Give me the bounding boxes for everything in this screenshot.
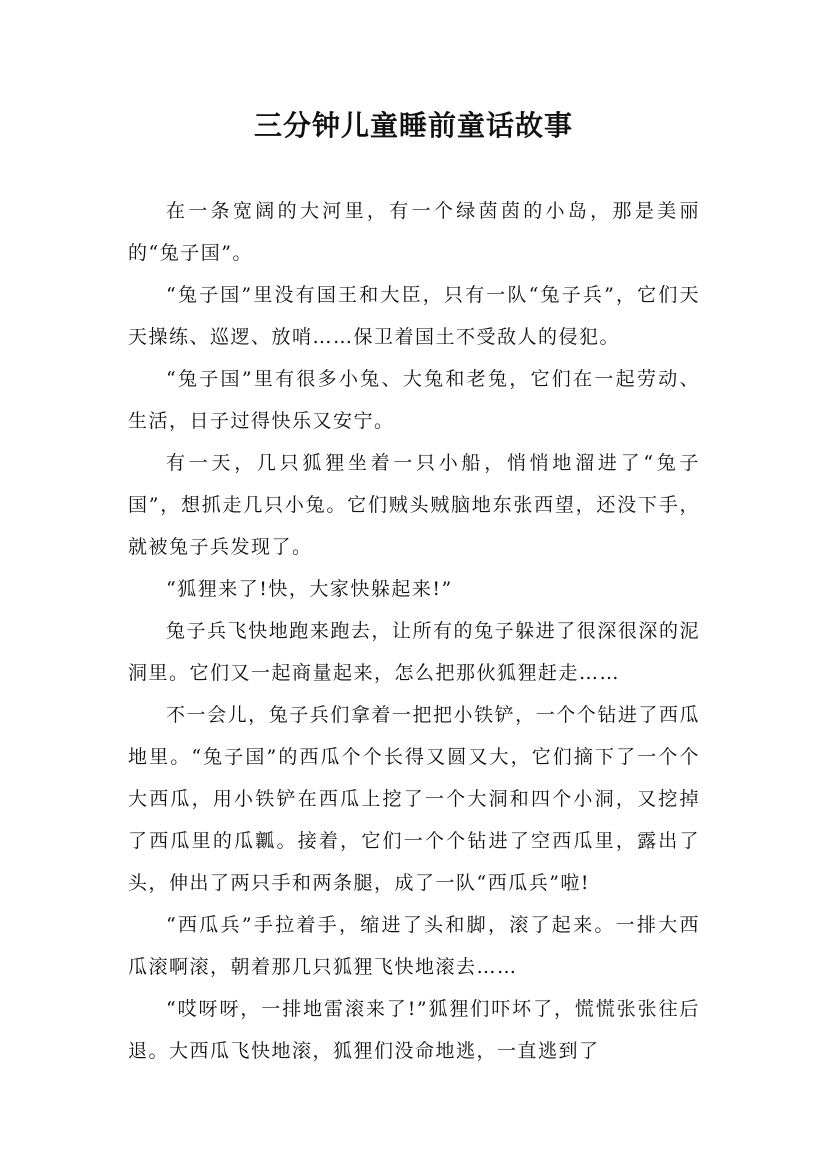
paragraph: “哎呀呀，一排地雷滚来了!”狐狸们吓坏了，慌慌张张往后退。大西瓜飞快地滚，狐狸们没命地逃，一直逃到了 bbox=[128, 998, 700, 1062]
paragraph: 兔子兵飞快地跑来跑去，让所有的兔子躲进了很深很深的泥洞里。它们又一起商量起来，怎么把那伙狐狸赶走…… bbox=[128, 620, 700, 684]
paragraph: 有一天，几只狐狸坐着一只小船，悄悄地溜进了“兔子国”，想抓走几只小兔。它们贼头贼脑地东张西望，还没下手，就被兔子兵发现了。 bbox=[128, 452, 700, 558]
paragraph: 不一会儿，兔子兵们拿着一把把小铁铲，一个个钻进了西瓜地里。“兔子国”的西瓜个个长得又圆又大，它们摘下了一个个大西瓜，用小铁铲在西瓜上挖了一个大洞和四个小洞，又挖掉了西瓜里的瓜瓤。接着，它们一个个钻进了空西瓜里，露出了头，伸出了两只手和两条腿，成了一队“西瓜兵”啦! bbox=[128, 704, 700, 894]
story-body bbox=[128, 190, 700, 1072]
paragraph: “西瓜兵”手拉着手，缩进了头和脚，滚了起来。一排大西瓜滚啊滚，朝着那几只狐狸飞快地滚去…… bbox=[128, 914, 700, 978]
paragraph: “狐狸来了!快，大家快躲起来!” bbox=[166, 578, 453, 600]
document-title: 三分钟儿童睡前童话故事 bbox=[253, 109, 573, 142]
paragraph: “兔子国”里有很多小兔、大兔和老兔，它们在一起劳动、生活，日子过得快乐又安宁。 bbox=[128, 368, 700, 432]
paragraph: 在一条宽阔的大河里，有一个绿茵茵的小岛，那是美丽的“兔子国”。 bbox=[128, 200, 700, 264]
paragraph: “兔子国”里没有国王和大臣，只有一队“兔子兵”，它们天天操练、巡逻、放哨……保卫着国土不受敌人的侵犯。 bbox=[128, 284, 700, 348]
